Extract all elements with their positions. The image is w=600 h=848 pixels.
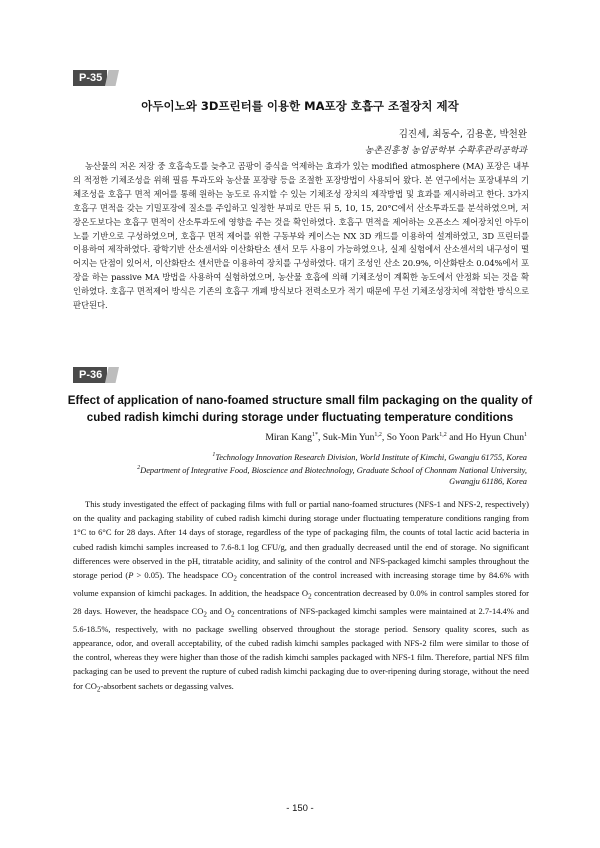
body-text: This study investigated the effect of packaging films with full or partial nano-foamed structures (NFS-1 and NFS-2, respectively) on the quality and packaging stability of cubed radish kimchi during storage under fluctuating temperature conditions ranging from 1°C to 6°C for 28 days. After 14 days of storage, regardless of the type of packaging film, the counts of total lactic acid bacteria in cubed radish kimchi samples increased to 7.6-8.1 log CFU/g, and then gradually decreased until the end of storage. No significant differences were observed in the pH, titratable acidity, and salinity of the control and NFS-packaged kimchi samples throughout the storage period ( <box>73 499 529 581</box>
abstract-title-en: Effect of application of nano-foamed structure small film packaging on the quality of cubed radish kimchi during storage under fluctuating temperature conditions <box>67 394 533 424</box>
badge-label: P-35 <box>73 70 107 86</box>
author-name: Miran Kang <box>265 432 312 444</box>
subscript: 2 <box>233 574 237 583</box>
affil-mark: 2 <box>137 464 141 471</box>
author-affil-mark: 1* <box>311 432 318 438</box>
subscript: 2 <box>308 592 312 601</box>
body-text: concentration of the control increased with increasing storage time by 84.6% with volume expansion of kimchi packages. In addition, the headspace O <box>73 570 530 598</box>
affil-mark: 1 <box>212 452 216 458</box>
author-affil-mark: 1 <box>524 432 527 438</box>
author-name: , Suk-Min Yun <box>317 432 375 444</box>
subscript: 2 <box>96 685 101 694</box>
abstract-title-ko: 아두이노와 3D프린터를 이용한 MA포장 호흡구 조절장치 제작 <box>141 99 459 113</box>
affiliation-ko: 농촌진흥청 농업공학부 수확후관리공학과 <box>364 146 527 156</box>
body-text: > 0.05). The headspace CO <box>133 570 234 581</box>
affiliations-en <box>57 450 527 487</box>
authors-ko: 김진세, 최동수, 김용훈, 박천완 <box>398 129 527 140</box>
authors-en <box>265 432 527 443</box>
subscript: 2 <box>230 610 235 619</box>
section-badge-p35 <box>73 70 119 86</box>
affiliation-line-3: Gwangju 61186, Korea <box>449 476 527 486</box>
author-name: and Ho Hyun Chun <box>446 432 524 444</box>
subscript: 2 <box>203 610 207 619</box>
author-affil-mark: 1,2 <box>439 432 447 438</box>
body-text: concentrations of NFS-packaged kimchi samples were maintained at 2.7-14.4% and 5.6-18.5%, respectively, with no package swelling observed throughout the storage period. Sensory quality scores, such as appearance, odor, and overall acceptability, of the cubed radish kimchi samples packaged with NFS-2 film were similar to those of the control, whereas they were higher than those of the radish kimchi samples packaged with NFS-1 film. Therefore, partial NFS film packaging can be used to prevent the rupture of cubed radish kimchi packaging due to over-ripening during storage, without the need for CO <box>73 605 529 691</box>
affil-text: Technology Innovation Research Division, World Institute of Kimchi, Gwangju 61755, Korea <box>215 452 527 462</box>
body-text: -absorbent sachets or degassing valves. <box>100 680 234 691</box>
badge-accent <box>105 70 119 86</box>
body-text: and O <box>206 605 231 616</box>
body-italic: P <box>128 570 134 581</box>
affil-text: Department of Integrative Food, Bioscience and Biotechnology, Graduate School of Chonnam National University, <box>140 465 527 475</box>
affiliation-line-1 <box>57 450 527 463</box>
author-name: , So Yoon Park <box>381 432 440 444</box>
affiliation-line-2 <box>57 463 527 476</box>
abstract-body-ko: 농산물의 저온 저장 중 호흡속도를 늦추고 곰팡이 증식을 억제하는 효과가 있는 modified atmosphere (MA) 포장은 내부의 적정한 기체조성을 위해 필름 투과도와 농산물 포장량 등을 조절한 포장방법이 사용되어 왔다. 본 연구에서는 포장내부의 기체조성을 호흡구 면적 제어를 통해 원하는 농도로 유지할 수 있는 기체조성 장치의 제작방법 및 효과를 제시하려고 한다. 3가지 호흡구 면적을 갖는 기밀포장에 질소를 주입하고 일정한 부피로 만든 뒤 5, 10, 15, 20°C에서 산소투과도를 분석하였으며, 저장온도보다는 호흡구 면적이 산소투과도에 영향을 주는 것을 확인하였다. 호흡구 면적을 제어하는 오픈소스 제어장치인 아두이노를 기반으로 구성하였으며, 호흡구 면적 제어를 위한 구동부와 케이스는 NX 3D 캐드를 이용하여 설계하였고, 3D 프린터를 이용하여 제작하였다. 광학기반 산소센서와 이산화탄소 센서 모두 사용이 가능하였으나, 실제 실험에서 산소센서의 내구성이 떨어지는 단점이 있어서, 이산화탄소 센서만을 이용하여 장치를 구성하였다. 대기 조성인 산소 20.9%, 이산화탄소 0.04%에서 포장을 하는 passive MA 방법을 사용하여 실험하였으며, 농산물 호흡에 의해 기체조성이 계획한 농도에서 안정화 되는 것을 확인하였다. 호흡구 면적제어 방식은 기존의 호흡구 개폐 방식보다 전력소모가 적기 때문에 무선 기체조성장치에 적합한 방식으로 판단된다. <box>73 161 529 311</box>
abstract-body-en <box>73 497 529 696</box>
section-badge-p36 <box>73 367 119 383</box>
badge-accent <box>105 367 119 383</box>
page-number: - 150 - <box>286 803 314 814</box>
badge-label: P-36 <box>73 367 107 383</box>
author-affil-mark: 1,2 <box>374 432 382 438</box>
body-text: concentration decreased by 0.0% in control samples stored for 28 days. However, the headspace CO <box>73 587 529 616</box>
